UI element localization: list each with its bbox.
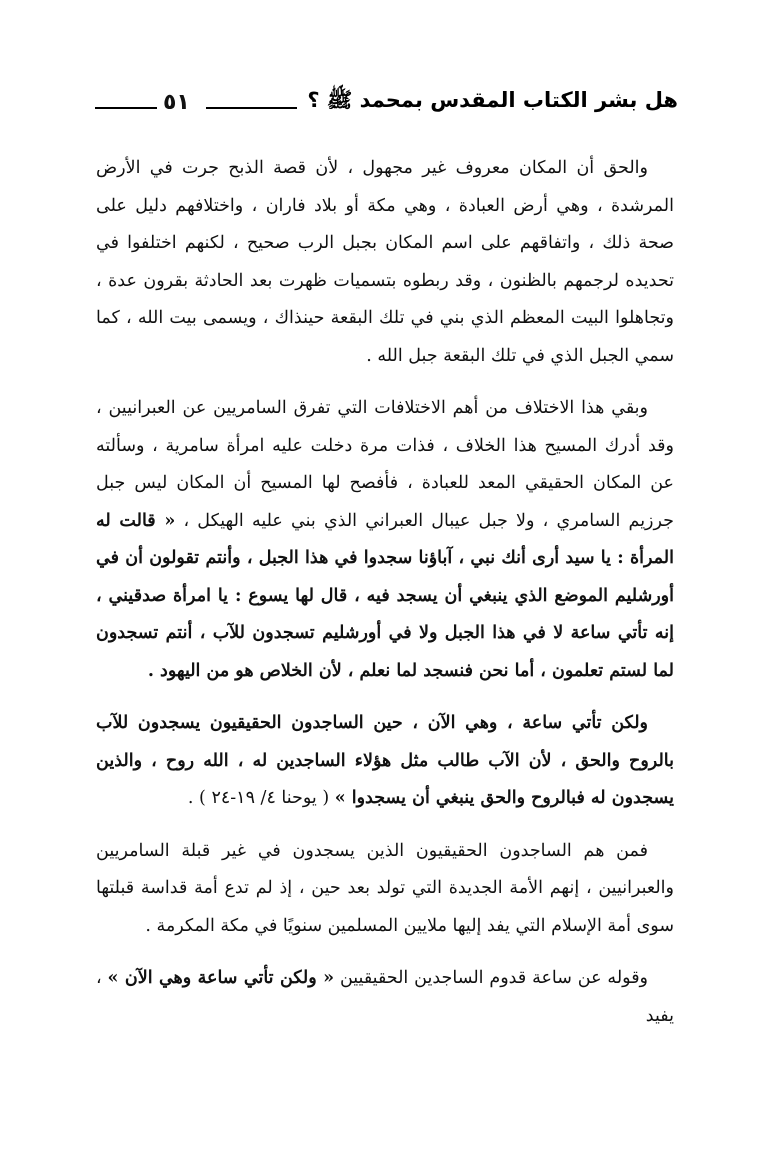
paragraph-4-text: فمن هم الساجدون الحقيقيون الذين يسجدون في غير قبلة السامريين والعبرانيين ، إنهم الأمة الجديدة التي تولد بعد حين ، إذ لم تدع أمة قداسة قبلتها سوى أمة الإسلام التي يفد إليها ملايين المسلمين سنويًا في مكة المكرمة . <box>96 840 674 936</box>
paragraph-5-tail: ، يفيد <box>96 968 674 1026</box>
gospel-quote-continued: ولكن تأتي ساعة ، وهي الآن ، حين الساجدون الحقيقيون يسجدون للآب بالروح والحق ، لأن الآب طالب مثل هؤلاء الساجدين له ، الله روح ، والذين يسجدون له فبالروح والحق ينبغي أن يسجدوا » <box>96 713 674 808</box>
paragraph-4 <box>96 833 674 946</box>
paragraph-2-text: وبقي هذا الاختلاف من أهم الاختلافات التي تفرق السامريين عن العبرانيين ، وقد أدرك المسيح هذا الخلاف ، فذات مرة دخلت عليه امرأة سامرية ، وسألته عن المكان الحقيقي المعد للعبادة ، فأفصح لها المسيح أن المكان ليس جبل جرزيم السامري ، ولا جبل عيبال العبراني الذي بني عليه الهيكل ، <box>96 398 674 531</box>
header-rule-short <box>95 107 157 109</box>
paragraph-1-text: والحق أن المكان معروف غير مجهول ، لأن قصة الذبح جرت في الأرض المرشدة ، وهي أرض العبادة ، وهي مكة أو بلاد فاران ، واختلافهم دليل على صحة ذلك ، واتفاقهم على اسم المكان بجبل الرب صحيح ، لكنهم اختلفوا في تحديده لرجمهم بالظنون ، وقد ربطوه بتسميات ظهرت بعد الحادثة بقرون عدة ، وتجاهلوا البيت المعظم الذي بني في تلك البقعة حينذاك ، ويسمى بيت الله ، كما سمي الجبل الذي في تلك البقعة جبل الله . <box>96 158 674 366</box>
body-text <box>96 150 674 1035</box>
citation: ( يوحنا ٤/ ١٩-٢٤ ) . <box>187 788 335 808</box>
paragraph-5 <box>96 960 674 1035</box>
paragraph-3 <box>96 705 674 818</box>
paragraph-2 <box>96 390 674 690</box>
header-rule <box>206 107 298 109</box>
page-number: ٥١ <box>163 89 190 115</box>
running-title: هل بشر الكتاب المقدس بمحمد ﷺ ؟ <box>307 87 678 112</box>
paragraph-1 <box>96 150 674 375</box>
page-header <box>95 82 678 122</box>
gospel-quote: « قالت له المرأة : يا سيد أرى أنك نبي ، آباؤنا سجدوا في هذا الجبل ، وأنتم تقولون أن في أورشليم الموضع الذي ينبغي أن يسجد فيه ، قال لها يسوع : يا امرأة صدقيني ، إنه تأتي ساعة لا في هذا الجبل ولا في أورشليم تسجدون للآب ، أنتم تسجدون لما لستم تعلمون ، أما نحن فنسجد لما نعلم ، لأن الخلاص هو من اليهود . <box>96 510 674 681</box>
quoted-phrase: « ولكن تأتي ساعة وهي الآن » <box>107 968 335 988</box>
paragraph-5-text: وقوله عن ساعة قدوم الساجدين الحقيقيين <box>334 968 649 988</box>
